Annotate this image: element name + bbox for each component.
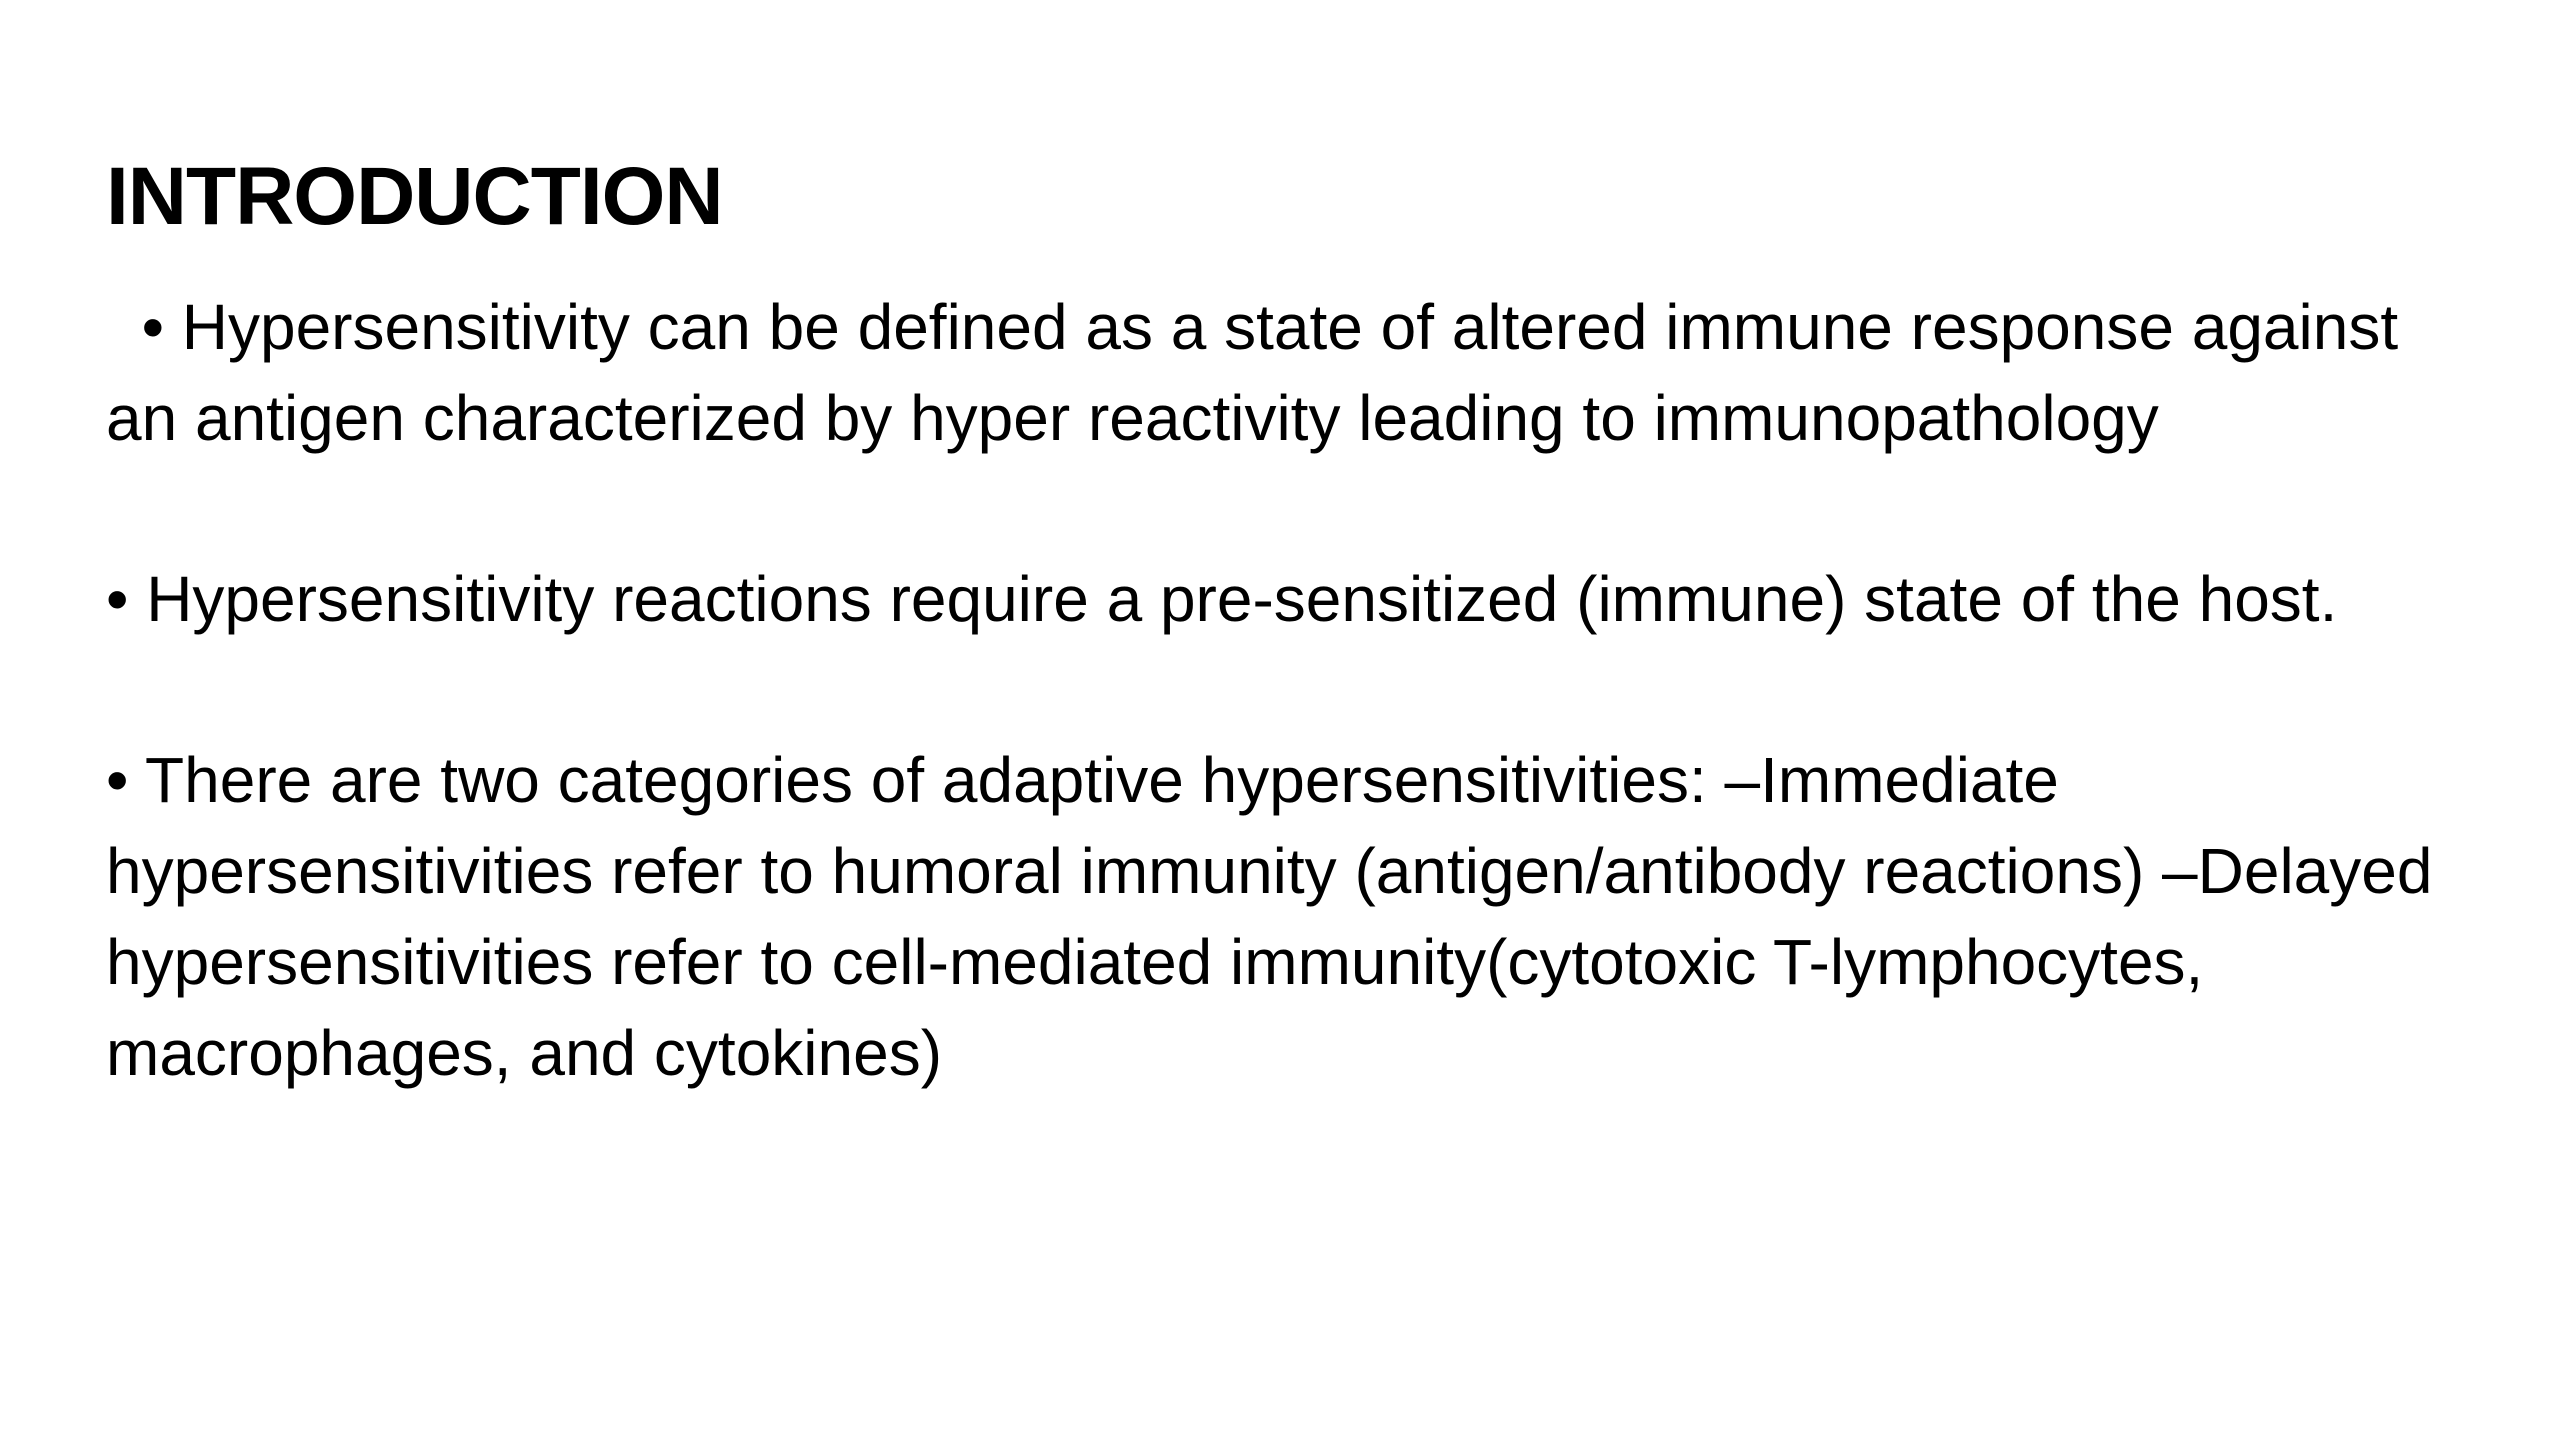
bullet-hypersensitivity-definition: • Hypersensitivity can be defined as a state of altered immune response against an antigen characterized by hyper reactivity leading to immunopathology (106, 291, 2416, 454)
bullet-pre-sensitized-state: • Hypersensitivity reactions require a pre-sensitized (immune) state of the host. (106, 563, 2338, 635)
bullet-list (106, 282, 2466, 1099)
slide-title: INTRODUCTION (106, 151, 723, 242)
bullet-hypersensitivity-categories: • There are two categories of adaptive hypersensitivities: –Immediate hypersensitivities refer to humoral immunity (antigen/antibody reactions) –Delayed hypersensitivities refer to cell-mediated immunity(cytotoxic T-lymphocytes, macrophages, and cytokines) (106, 744, 2451, 1089)
